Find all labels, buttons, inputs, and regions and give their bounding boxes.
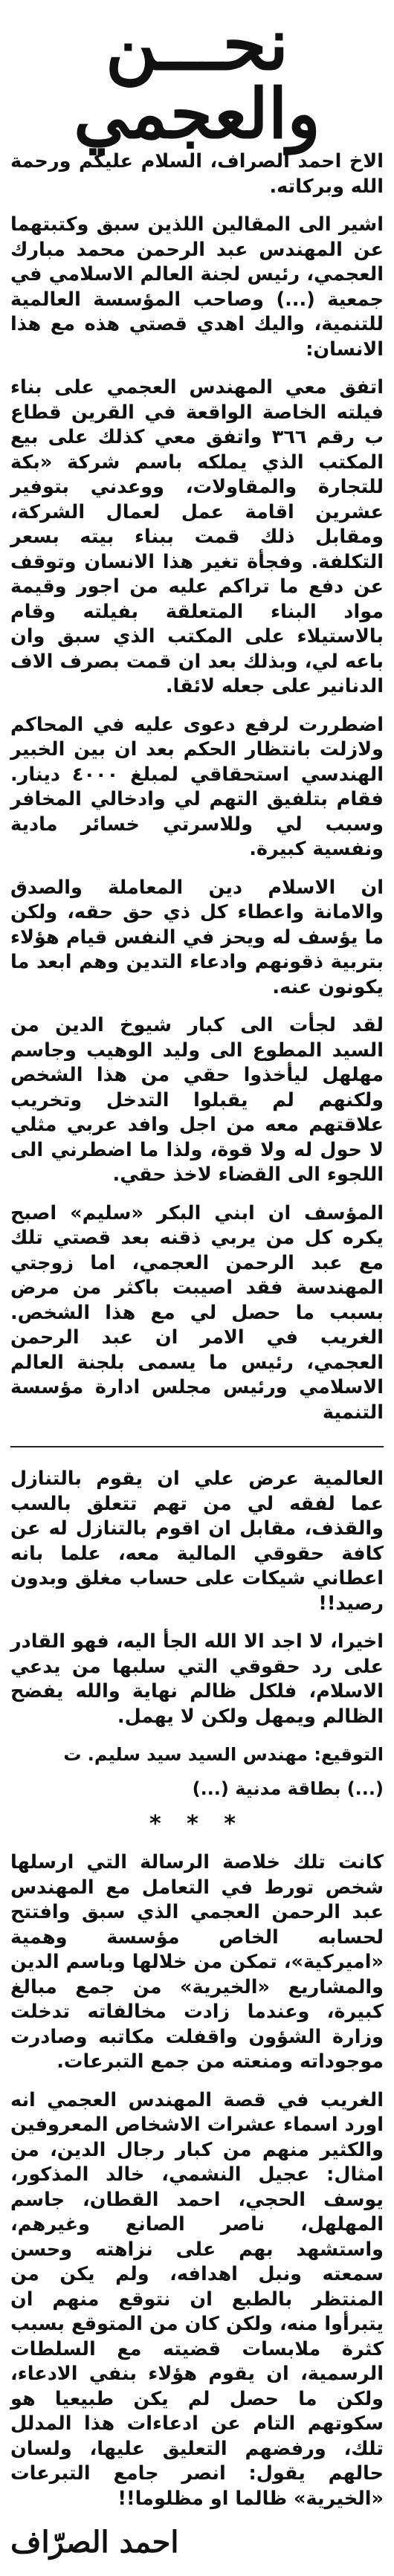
article-body-part-3 [10, 1850, 384, 2511]
greeting-paragraph: الاخ احمد الصراف، السلام عليكم ورحمة الله وبركاته. [10, 150, 384, 198]
letter-id-card: (...) بطاقة مدنية (...) [192, 1778, 384, 1800]
body-paragraph: ان الاسلام دين المعاملة والصدق والامانة واعطاء كل ذي حق حقه، ولكن ما يؤسف له ويحز في النفس قيام هؤلاء بتربية ذقونهم وادعاء التدين وهم ابعد ما يكونون عنه. [10, 876, 384, 998]
body-paragraph: المؤسف ان ابني البكر «سليم» اصبح يكره كل من يربي ذقنه بعد قصتي تلك مع عبد الرحمن العجمي، اما زوجتي المهندسة فقد اصيبت باكثر من مرض بسبب ما حصل لي مع هذا الشخص. الغريب في الامر ان عبد الرحمن العجمي، رئيس ما يسمى بلجنة العالم الاسلامي ورئيس مجلس ادارة مؤسسة التنمية [10, 1201, 384, 1424]
body-paragraph: الغريب في قصة المهندس العجمي انه اورد اسماء عشرات الاشخاص المعروفين والكثير منهم من كبار رجال الدين، من امثال: عجيل النشمي، خالد المذكور، يوسف الحجي، احمد القطان، جاسم المهلهل، ناصر الصانع وغيرهم، واستشهد بهم على نزاهته وحسن سمعته ونبل اهدافه، ولم يكن من المنتظر بالطبع ان نتوقع منهم ان يتبرأوا منه، ولكن كان من المتوقع بسبب كثرة ملابسات قضيته مع السلطات الرسمية، ان يقوم هؤلاء بنفي الادعاء، ولكن ما حصل لم يكن طبيعيا هو سكوتهم التام عن ادعاءات هذا المدلل تلك، ورفضهم التعليق عليها، ولسان حالهم يقول: انصر جامع التبرعات «الخيرية» ظالما او مظلوما!! [10, 2088, 384, 2510]
body-paragraph: لقد لجأت الى كبار شيوخ الدين من السيد المطوع الى وليد الوهيب وجاسم مهلهل ليأخذوا حقي من هذا الشخص ولكنهم لم يقبلوا التدخل وتخريب علاقتهم معه من اجل وافد عربي مثلي لا حول له ولا قوة، ولذا ما اضطرني الى اللجوء الى القضاء لاخذ حقي. [10, 1014, 384, 1187]
author-byline: احمد الصرّاف [10, 2525, 179, 2560]
body-paragraph: كانت تلك خلاصة الرسالة التي ارسلها شخص تورط في التعامل مع المهندس عبد الرحمن العجمي الذي سبق وافتتح لحسابه الخاص مؤسسة وهمية «اميركية»، تمكن من خلالها وباسم الدين والمشاريع «الخيرية» من جمع مبالغ كبيرة، وعندما زادت مخالفاته تدخلت وزارة الشؤون واقفلت مكاتبه وصادرت موجوداته ومنعته من جمع التبرعات. [10, 1851, 384, 2073]
headline-line-2: والعجمي [74, 73, 320, 154]
letter-signature: التوقيع: مهندس السيد سيد سليم. ت [63, 1744, 384, 1766]
article-body-part-1 [10, 149, 384, 1425]
headline-line-1: نحـــن [105, 2, 289, 86]
article-headline [10, 2, 384, 154]
body-paragraph: اتفق معي المهندس العجمي على بناء فيلته الخاصة الواقعة في القرين قطاع ب رقم ٣٦٦ واتفق معي كذلك على بيع المكتب الذي يملكه باسم شركة «بكة للتجارة والمقاولات، ووعدني بتوفير عشرين اقامة عمل لعمال الشركة، ومقابل ذلك قمت ببناء بيته بسعر التكلفة. وفجأة تغير هذا الانسان وتوقف عن دفع ما تراكم عليه من اجور وقيمة مواد البناء المتعلقة بفيلته وقام بالاستيلاء على المكتب الذي سبق وان باعه لي، وبذلك بعد ان قمت بصرف الاف الدنانير على جعله لائقا. [10, 376, 384, 698]
body-paragraph: العالمية عرض علي ان يقوم بالتنازل عما لفقه لي من تهم تتعلق بالسب والقذف، مقابل ان اقوم بالتنازل له عن كافة حقوقي المالية معه، علما بانه اعطاني شيكات على حساب مغلق وبدون رصيد!! [10, 1468, 384, 1615]
section-separator: * * * [149, 1811, 245, 1838]
body-paragraph: اخيرا، لا اجد الا الله الجأ اليه، فهو القادر على رد حقوقي التي سلبها من يدعي الاسلام، فلكل ظالم نهاية والله يفضح الظالم ويمهل ولكن لا يهمل. [10, 1630, 384, 1728]
column-divider [10, 1446, 384, 1447]
body-paragraph: اضطررت لرفع دعوى عليه في المحاكم ولازلت بانتظار الحكم بعد ان بين الخبير الهندسي استحقاقي لمبلغ ٤٠٠٠ دينار. فقام بتلفيق التهم لي وادخالي المخافر وسبب لي وللاسرتي خسائر مادية ونفسية كبيرة. [10, 713, 384, 861]
body-paragraph: اشير الى المقالين اللذين سبق وكتبتهما عن المهندس عبد الرحمن محمد مبارك العجمي، رئيس لجنة العالم الاسلامي في جمعية (...) وصاحب المؤسسة العالمية للتنمية، واليك اهدي قصتي هذه مع هذا الانسان: [10, 213, 384, 361]
article-body-part-2 [10, 1467, 384, 1801]
